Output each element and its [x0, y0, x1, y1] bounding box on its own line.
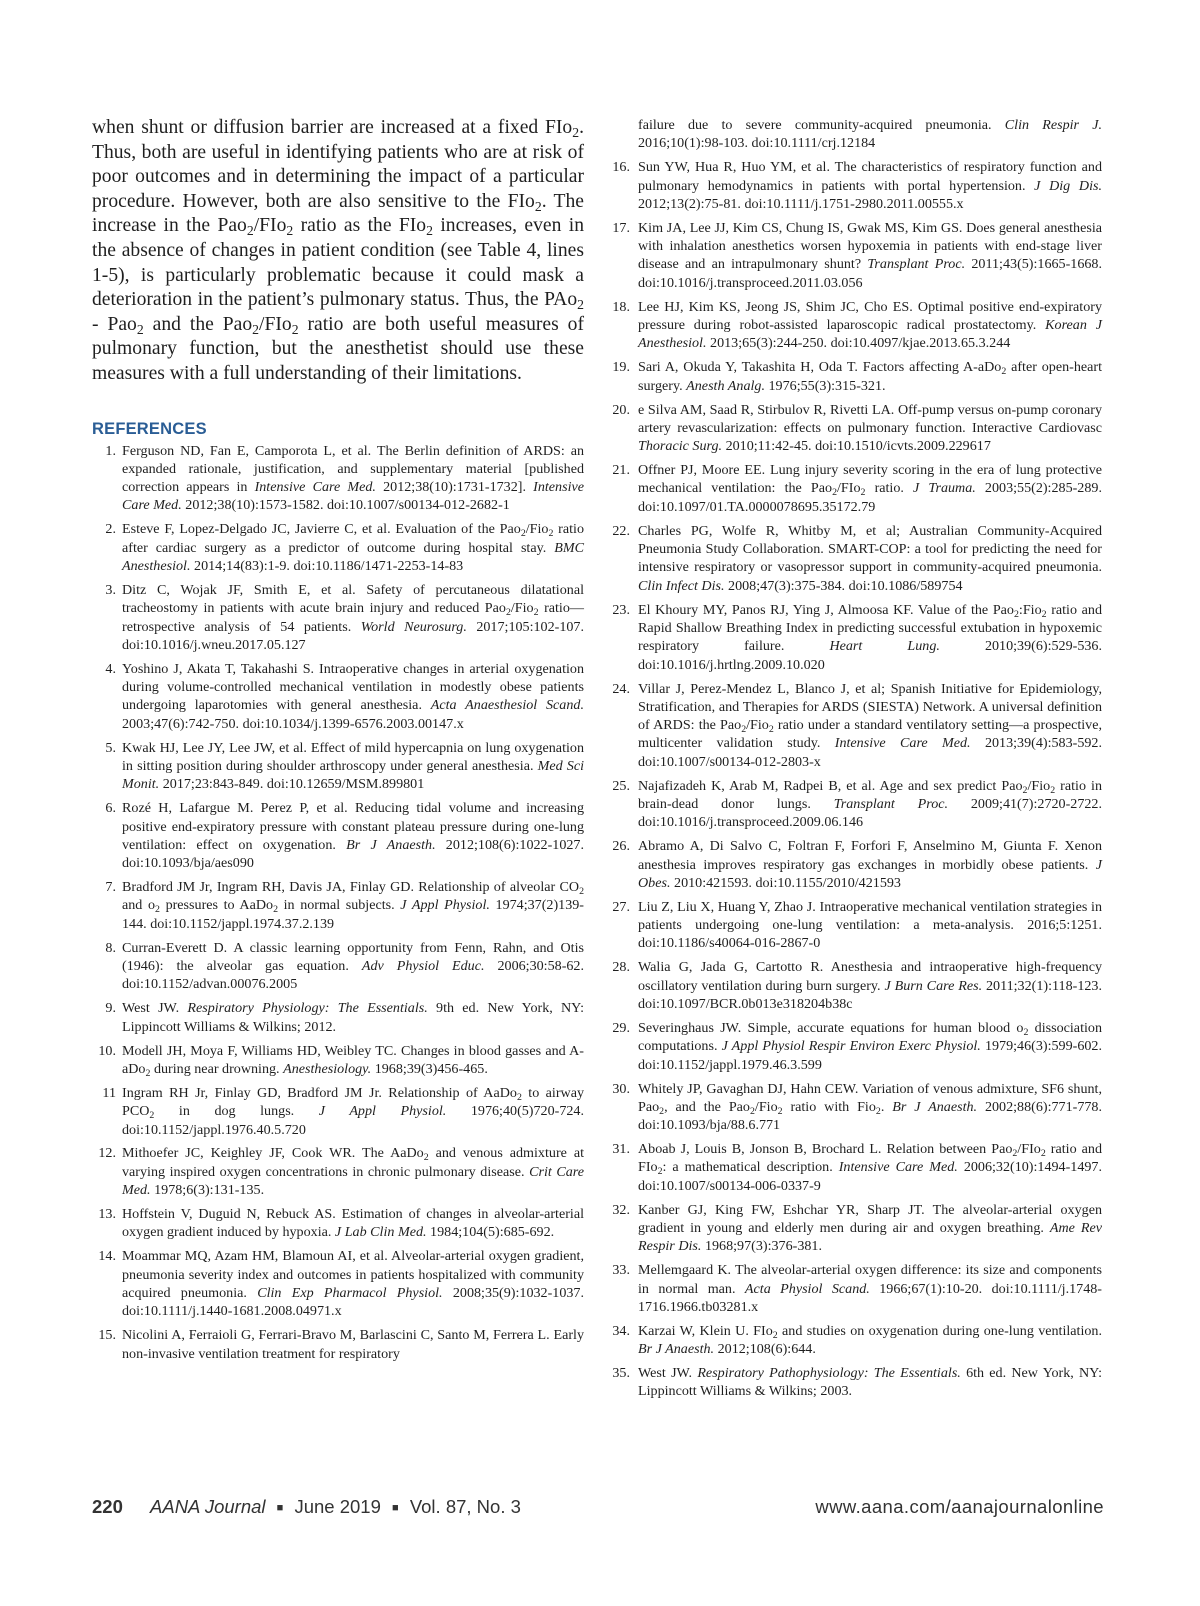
reference-text: Severinghaus JW. Simple, accurate equations for human blood $o_2$ dissociation computations. J Appl Physiol Respir Environ Exerc Physiol. 1979;46(3):599-602. doi:10.1152/jappl.1979.46.3.599: [638, 1019, 1102, 1073]
reference-number: 22.: [612, 522, 630, 539]
reference-number: 28.: [612, 959, 630, 976]
reference-text: Ditz C, Wojak JF, Smith E, et al. Safety of percutaneous dilatational tracheostomy in patients with acute brain injury and reduced Pao$_2$/Fio$_2$ ratio—retrospective analysis of 54 patients. World Neurosurg. 2017;105:102-107. doi:10.1016/j.wneu.2017.05.127: [122, 581, 584, 653]
page-number: 220: [92, 1496, 123, 1517]
reference-text: Ferguson ND, Fan E, Camporota L, et al. The Berlin definition of ARDS: an expanded rationale, justification, and supplementary material [published correction appears in Intensive Care Med. 2012;38(10):1731-1732]. Intensive Care Med. 2012;38(10):1573-1582. doi:10.1007/s00134-012-2682-1: [122, 442, 584, 514]
reference-item: [608, 358, 1102, 395]
right-column: [608, 116, 1102, 1406]
reference-item: [608, 298, 1102, 353]
reference-number: 24.: [612, 680, 630, 697]
reference-number: 7.: [105, 879, 116, 896]
reference-item: [608, 1201, 1102, 1256]
reference-number: 8.: [105, 939, 116, 956]
reference-number: 35.: [612, 1365, 630, 1382]
reference-number: 23.: [612, 601, 630, 618]
reference-text: West JW. Respiratory Pathophysiology: The Essentials. 6th ed. New York, NY: Lippincott Williams & Wilkins; 2003.: [638, 1365, 1102, 1400]
reference-item: [92, 581, 584, 654]
reference-number: 6.: [105, 800, 116, 817]
reference-item: [92, 1144, 584, 1199]
reference-item: [608, 898, 1102, 953]
reference-item: [92, 1042, 584, 1079]
reference-number: 29.: [612, 1019, 630, 1036]
reference-text: Hoffstein V, Duguid N, Rebuck AS. Estimation of changes in alveolar-arterial oxygen gradient induced by hypoxia. J Lab Clin Med. 1984;104(5):685-692.: [122, 1206, 584, 1241]
reference-list-left: [92, 442, 584, 1363]
reference-text: Yoshino J, Akata T, Takahashi S. Intraoperative changes in arterial oxygenation during volume-controlled mechanical ventilation in modestly obese patients undergoing laparotomies with general anesthesia. Acta Anaesthesiol Scand. 2003;47(6):742-750. doi:10.1034/j.1399-6576.2003.00147.x: [122, 660, 584, 732]
reference-item: [92, 939, 584, 994]
reference-number: 21.: [612, 462, 630, 479]
reference-item: [92, 878, 584, 933]
reference-number: 1.: [105, 442, 116, 459]
reference-number: 5.: [105, 739, 116, 756]
reference-text: El Khoury MY, Panos RJ, Ying J, Almoosa KF. Value of the Pao$_2$:Fio$_2$ ratio and Rapid Shallow Breathing Index in predicting successful extubation in hypoxemic respiratory failure. Heart Lung. 2010;39(6):529-536. doi:10.1016/j.hrtlng.2009.10.020: [638, 601, 1102, 673]
body-paragraph: when shunt or diffusion barrier are increased at a fixed FIo$_2$. Thus, both are useful in identifying patients who are at risk of poor outcomes and in determining the impact of a particular procedure. However, both are also sensitive to the FIo$_2$. The increase in the Pao$_2$/FIo$_2$ ratio as the FIo$_2$ increases, even in the absence of changes in patient condition (see Table 4, lines 1-5), is particularly problematic because it could mask a deterioration in the patient’s pulmonary status. Thus, the PAo$_2$ - Pao$_2$ and the Pao$_2$/FIo$_2$ ratio are both useful measures of pulmonary function, but the anesthetist should use these measures with a full understanding of their limitations.: [92, 117, 584, 384]
reference-number: 13.: [98, 1206, 116, 1223]
reference-text: Abramo A, Di Salvo C, Foltran F, Forfori F, Anselmino M, Giunta F. Xenon anesthesia improves respiratory gas exchanges in morbidly obese patients. J Obes. 2010:421593. doi:10.1155/2010/421593: [638, 838, 1102, 891]
reference-number: 20.: [612, 401, 630, 418]
reference-item: [608, 777, 1102, 832]
reference-number: 30.: [612, 1080, 630, 1097]
reference-item: [92, 739, 584, 794]
reference-number: 17.: [612, 219, 630, 236]
separator-icon: ■: [276, 1502, 284, 1514]
reference-text: Kim JA, Lee JJ, Kim CS, Chung IS, Gwak MS, Kim GS. Does general anesthesia with inhalation anesthetics worsen hypoxemia in patients with end-stage liver disease and an intrapulmonary shunt? Transplant Proc. 2011;43(5):1665-1668. doi:10.1016/j.transproceed.2011.03.056: [638, 219, 1103, 291]
reference-item: [608, 1364, 1102, 1401]
reference-item: [608, 522, 1102, 595]
reference-number: 2.: [105, 521, 116, 538]
reference-text: Mithoefer JC, Keighley JF, Cook WR. The AaDo$_2$ and venous admixture at varying inspired oxygen concentrations in chronic pulmonary disease. Crit Care Med. 1978;6(3):131-135.: [122, 1145, 584, 1199]
reference-item: [608, 680, 1102, 771]
issue-date: June 2019: [294, 1496, 381, 1517]
reference-text: Ingram RH Jr, Finlay GD, Bradford JM Jr. Relationship of AaDo$_2$ to airway $PCO_2$ in dog lungs. J Appl Physiol. 1976;40(5)720-724. doi:10.1152/jappl.1976.40.5.720: [122, 1084, 585, 1138]
reference-text: Moammar MQ, Azam HM, Blamoun AI, et al. Alveolar-arterial oxygen gradient, pneumonia severity index and outcomes in patients hospitalized with community acquired pneumonia. Clin Exp Pharmacol Physiol. 2008;35(9):1032-1037. doi:10.1111/j.1440-1681.2008.04971.x: [122, 1248, 584, 1320]
reference-text: Najafizadeh K, Arab M, Radpei B, et al. Age and sex predict Pao$_2$/Fio$_2$ ratio in brain-dead donor lungs. Transplant Proc. 2009;41(7):2720-2722. doi:10.1016/j.transproceed.2009.06.146: [638, 777, 1102, 831]
reference-number: 10.: [98, 1042, 116, 1059]
reference-number: 32.: [612, 1201, 630, 1218]
reference-text: Kwak HJ, Lee JY, Lee JW, et al. Effect of mild hypercapnia on lung oxygenation in sitting position during shoulder arthroscopy under general anesthesia. Med Sci Monit. 2017;23:843-849. doi:10.12659/MSM.899801: [122, 739, 584, 793]
reference-text: Rozé H, Lafargue M. Perez P, et al. Reducing tidal volume and increasing positive end-expiratory pressure with constant plateau pressure during one-lung ventilation: effect on oxygenation. Br J Anaesth. 2012;108(6):1022-1027. doi:10.1093/bja/aes090: [122, 800, 584, 872]
reference-text: Curran-Everett D. A classic learning opportunity from Fenn, Rahn, and Otis (1946): the alveolar gas equation. Adv Physiol Educ. 2006;30:58-62. doi:10.1152/advan.00076.2005: [122, 939, 584, 993]
reference-number: 4.: [105, 660, 116, 677]
reference-text: Charles PG, Wolfe R, Whitby M, et al; Australian Community-Acquired Pneumonia Study Collaboration. SMART-COP: a tool for predicting the need for intensive respiratory or vasopressor support in community-acquired pneumonia. Clin Infect Dis. 2008;47(3):375-384. doi:10.1086/589754: [638, 522, 1102, 594]
reference-item: [92, 442, 584, 515]
reference-item: [92, 660, 584, 733]
reference-item: [92, 799, 584, 872]
reference-item: [608, 1261, 1102, 1316]
reference-item: [608, 461, 1102, 516]
reference-text: Karzai W, Klein U. FIo$_2$ and studies on oxygenation during one-lung ventilation. Br J Anaesth. 2012;108(6):644.: [638, 1322, 1102, 1358]
reference-number: 26.: [612, 838, 630, 855]
reference-item: [608, 958, 1102, 1013]
separator-icon: ■: [392, 1502, 399, 1514]
volume-issue: Vol. 87, No. 3: [409, 1496, 521, 1517]
reference-item: [92, 1247, 584, 1320]
reference-item: [608, 837, 1102, 892]
reference-text: Sari A, Okuda Y, Takashita H, Oda T. Factors affecting A-aDo$_2$ after open-heart surgery. Anesth Analg. 1976;55(3):315-321.: [638, 359, 1102, 394]
reference-item: [608, 1322, 1102, 1359]
reference-item: [608, 1140, 1102, 1195]
reference-text: Bradford JM Jr, Ingram RH, Davis JA, Finlay GD. Relationship of alveolar $CO_2$ and $o_2$ pressures to AaDo$_2$ in normal subjects. J Appl Physiol. 1974;37(2)139-144. doi:10.1152/jappl.1974.37.2.139: [122, 879, 584, 932]
journal-name: AANA Journal: [150, 1496, 266, 1517]
reference-number: 18.: [612, 298, 630, 315]
reference-number: 16.: [612, 159, 630, 176]
reference-number: 33.: [612, 1262, 630, 1279]
reference-number: 34.: [612, 1322, 630, 1339]
reference-text: Offner PJ, Moore EE. Lung injury severity scoring in the era of lung protective mechanical ventilation: the Pao$_2$/FIo$_2$ ratio. J Trauma. 2003;55(2):285-289. doi:10.1097/01.TA.0000078695.35172.79: [638, 462, 1102, 515]
reference-text: Aboab J, Louis B, Jonson B, Brochard L. Relation between Pao$_2$/FIo$_2$ ratio and FIo$_2$: a mathematical description. Intensive Care Med. 2006;32(10):1494-1497. doi:10.1007/s00134-006-0337-9: [638, 1141, 1103, 1194]
reference-item: [608, 1019, 1102, 1074]
reference-number: 19.: [612, 359, 630, 376]
reference-number: 9.: [105, 1000, 116, 1017]
left-column: [92, 116, 584, 1369]
reference-text: Whitely JP, Gavaghan DJ, Hahn CEW. Variation of venous admixture, SF6 shunt, Pao$_2$, and the Pao$_2$/Fio$_2$ ratio with Fio$_2$. Br J Anaesth. 2002;88(6):771-778. doi:10.1093/bja/88.6.771: [638, 1080, 1102, 1134]
page-footer: [92, 1496, 1104, 1522]
reference-number: 3.: [105, 581, 116, 598]
reference-text: Esteve F, Lopez-Delgado JC, Javierre C, et al. Evaluation of the Pao$_2$/Fio$_2$ ratio after cardiac surgery as a predictor of outcome during hospital stay. BMC Anesthesiol. 2014;14(83):1-9. doi:10.1186/1471-2253-14-83: [122, 521, 584, 574]
reference-text: Kanber GJ, King FW, Eshchar YR, Sharp JT. The alveolar-arterial oxygen gradient in young and elderly men during air and oxygen breathing. Ame Rev Respir Dis. 1968;97(3):376-381.: [638, 1201, 1103, 1255]
reference-text: Nicolini A, Ferraioli G, Ferrari-Bravo M, Barlascini C, Santo M, Ferrera L. Early non-invasive ventilation treatment for respiratory: [122, 1327, 584, 1362]
reference-text: Villar J, Perez-Mendez L, Blanco J, et al; Spanish Initiative for Epidemiology, Stratification, and Therapies for ARDS (SIESTA) Network. A universal definition of ARDS: the Pao$_2$/Fio$_2$ ratio under a standard ventilatory setting—a prospective, multicenter validation study. Intensive Care Med. 2013;39(4):583-592. doi:10.1007/s00134-012-2803-x: [638, 680, 1102, 770]
reference-text: failure due to severe community-acquired pneumonia. Clin Respir J. 2016;10(1):98-103. doi:10.1111/crj.12184: [638, 117, 1102, 152]
reference-number: 11: [102, 1084, 116, 1101]
reference-text: Sun YW, Hua R, Huo YM, et al. The characteristics of respiratory function and pulmonary hemodynamics in patients with portal hypertension. J Dig Dis. 2012;13(2):75-81. doi:10.1111/j.1751-2980.2011.00555.x: [638, 159, 1102, 212]
reference-item: [92, 520, 584, 575]
reference-item: [608, 158, 1102, 213]
reference-item: [608, 1080, 1102, 1135]
reference-item: [92, 999, 584, 1036]
reference-list-right: [608, 116, 1102, 1401]
reference-text: West JW. Respiratory Physiology: The Essentials. 9th ed. New York, NY: Lippincott Williams & Wilkins; 2012.: [122, 1000, 584, 1035]
reference-item: [92, 1205, 584, 1242]
reference-text: Liu Z, Liu X, Huang Y, Zhao J. Intraoperative mechanical ventilation strategies in patients undergoing one-lung ventilation: a meta-analysis. 2016;5:1251. doi:10.1186/s40064-016-2867-0: [638, 898, 1102, 952]
reference-item: [92, 1084, 584, 1139]
reference-number: 25.: [612, 777, 630, 794]
reference-number: 27.: [612, 898, 630, 915]
reference-number: 12.: [98, 1145, 116, 1162]
reference-item: [608, 401, 1102, 456]
reference-item: [608, 219, 1102, 292]
journal-url-link[interactable]: www.aana.com/aanajournalonline: [815, 1496, 1104, 1517]
reference-text: e Silva AM, Saad R, Stirbulov R, Rivetti LA. Off-pump versus on-pump coronary artery revascularization: effects on pulmonary function. Interactive Cardiovasc Thoracic Surg. 2010;11:42-45. doi:10.1510/icvts.2009.229617: [638, 401, 1102, 455]
reference-text: Modell JH, Moya F, Williams HD, Weibley TC. Changes in blood gasses and A-aDo$_2$ during near drowning. Anesthesiology. 1968;39(3)456-465.: [122, 1042, 584, 1079]
reference-item: [608, 601, 1102, 674]
reference-number: 15.: [98, 1327, 116, 1344]
reference-text: Mellemgaard K. The alveolar-arterial oxygen difference: its size and components in normal man. Acta Physiol Scand. 1966;67(1):10-20. doi:10.1111/j.1748-1716.1966.tb03281.x: [638, 1262, 1102, 1315]
reference-number: 31.: [612, 1141, 630, 1158]
reference-item: [92, 1326, 584, 1363]
reference-text: Walia G, Jada G, Cartotto R. Anesthesia and intraoperative high-frequency oscillatory ventilation during burn surgery. J Burn Care Res. 2011;32(1):118-123. doi:10.1097/BCR.0b013e318204b38c: [638, 959, 1102, 1012]
reference-text: Lee HJ, Kim KS, Jeong JS, Shim JC, Cho ES. Optimal positive end-expiratory pressure during robot-assisted laparoscopic radical prostatectomy. Korean J Anesthesiol. 2013;65(3):244-250. doi:10.4097/kjae.2013.65.3.244: [638, 298, 1102, 352]
reference-item: [608, 116, 1102, 153]
references-heading: REFERENCES: [92, 419, 207, 438]
reference-number: 14.: [98, 1248, 116, 1265]
